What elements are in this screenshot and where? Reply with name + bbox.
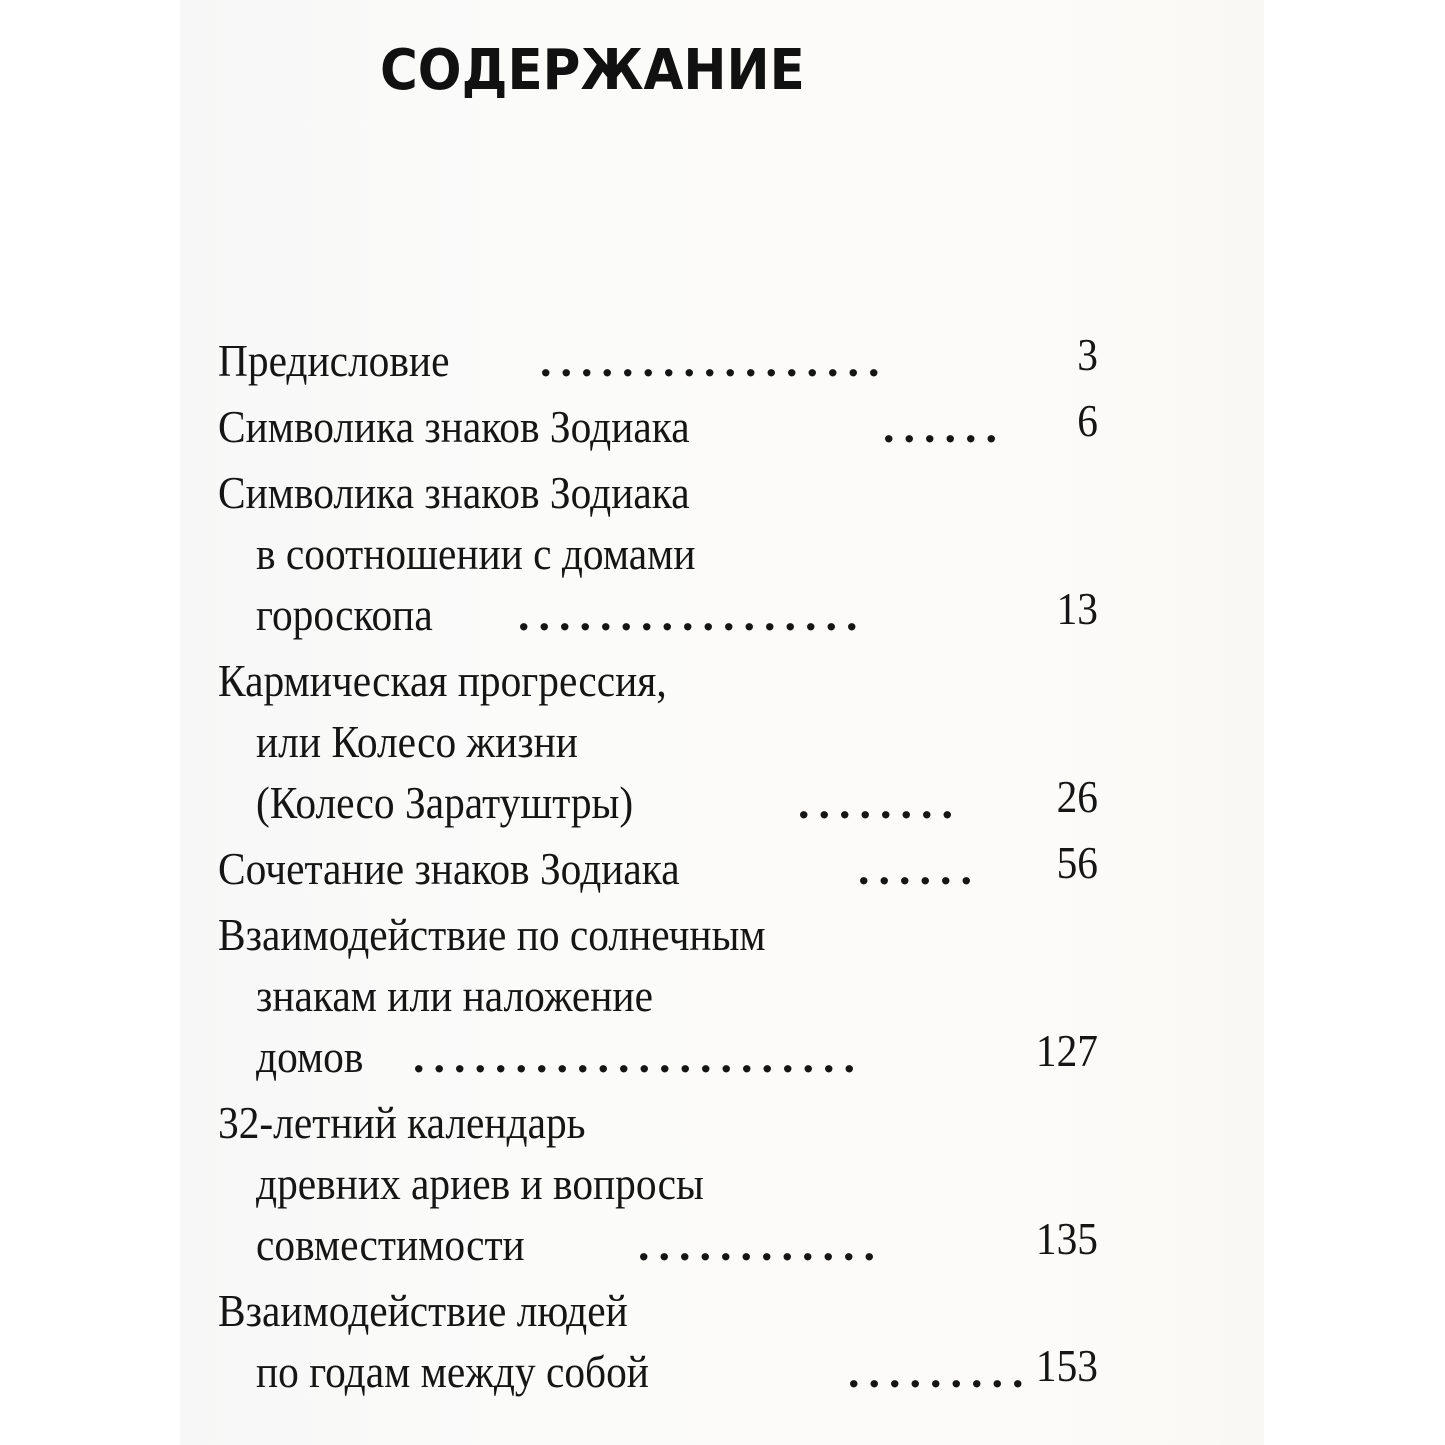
book-page: [180, 0, 1264, 1445]
page-number: 127: [1035, 1025, 1098, 1076]
toc-entry-title-cont: по годам между собой: [256, 1346, 649, 1397]
toc-entry: [218, 462, 1098, 645]
toc-line: [218, 584, 1098, 645]
leader-dots: ......: [883, 401, 1006, 452]
toc-line: [218, 904, 1098, 965]
toc-line: [218, 711, 1098, 772]
toc-entry-title-cont: знакам или наложение: [256, 970, 653, 1021]
toc-line: [218, 838, 1098, 899]
toc-entry-title: Символика знаков Зодиака: [218, 401, 690, 452]
toc-entry-title: Сочетание знаков Зодиака: [218, 843, 680, 894]
page-number: 3: [1077, 329, 1098, 380]
toc-entry: [218, 650, 1098, 833]
toc-entry-title: Предисловие: [218, 335, 450, 386]
page-number: 26: [1056, 771, 1098, 822]
page-title: СОДЕРЖАНИЕ: [380, 38, 805, 103]
toc-entry-title-cont: в соотношении с домами: [256, 528, 696, 579]
toc-line: [218, 1153, 1098, 1214]
toc-line: [218, 1341, 1098, 1402]
toc-line: [218, 965, 1098, 1026]
leader-dots: ......: [858, 843, 981, 894]
page-number: 153: [1035, 1340, 1098, 1391]
page-number: 6: [1077, 395, 1098, 446]
toc-line: [218, 772, 1098, 833]
toc-line: [218, 1026, 1098, 1087]
toc-entry-title: 32-летний календарь: [218, 1097, 586, 1148]
toc-entry-title-cont: гороскопа: [256, 589, 433, 640]
toc-entry: [218, 1092, 1098, 1275]
table-of-contents: [218, 330, 1098, 1402]
page-number: 135: [1035, 1213, 1098, 1264]
toc-entry-title: Символика знаков Зодиака: [218, 467, 690, 518]
toc-entry-title-cont: домов: [256, 1031, 364, 1082]
toc-line: [218, 462, 1098, 523]
toc-entry-title: Взаимодействие по солнечным: [218, 909, 766, 960]
toc-entry: [218, 1280, 1098, 1402]
toc-entry-title-cont: совместимости: [256, 1219, 525, 1270]
toc-line: [218, 650, 1098, 711]
page-number: 56: [1056, 837, 1098, 888]
toc-entry: [218, 396, 1098, 457]
toc-line: [218, 1092, 1098, 1153]
toc-line: [218, 523, 1098, 584]
leader-dots: ............: [638, 1219, 884, 1270]
leader-dots: .................: [540, 335, 889, 386]
page-number: 13: [1056, 583, 1098, 634]
toc-entry-title: Кармическая прогрессия,: [218, 655, 667, 706]
toc-line: [218, 1214, 1098, 1275]
toc-entry: [218, 904, 1098, 1087]
toc-entry-title-cont: (Колесо Заратуштры): [256, 777, 634, 828]
toc-entry-title-cont: древних ариев и вопросы: [256, 1158, 704, 1209]
toc-entry: [218, 838, 1098, 899]
toc-entry-title-cont: или Колесо жизни: [256, 716, 578, 767]
toc-entry-title: Взаимодействие людей: [218, 1285, 628, 1336]
toc-line: [218, 1280, 1098, 1341]
leader-dots: .................: [518, 589, 867, 640]
leader-dots: ......................: [413, 1031, 864, 1082]
toc-line: [218, 330, 1098, 391]
leader-dots: ........: [798, 777, 962, 828]
toc-line: [218, 396, 1098, 457]
leader-dots: .........: [848, 1346, 1033, 1397]
toc-entry: [218, 330, 1098, 391]
